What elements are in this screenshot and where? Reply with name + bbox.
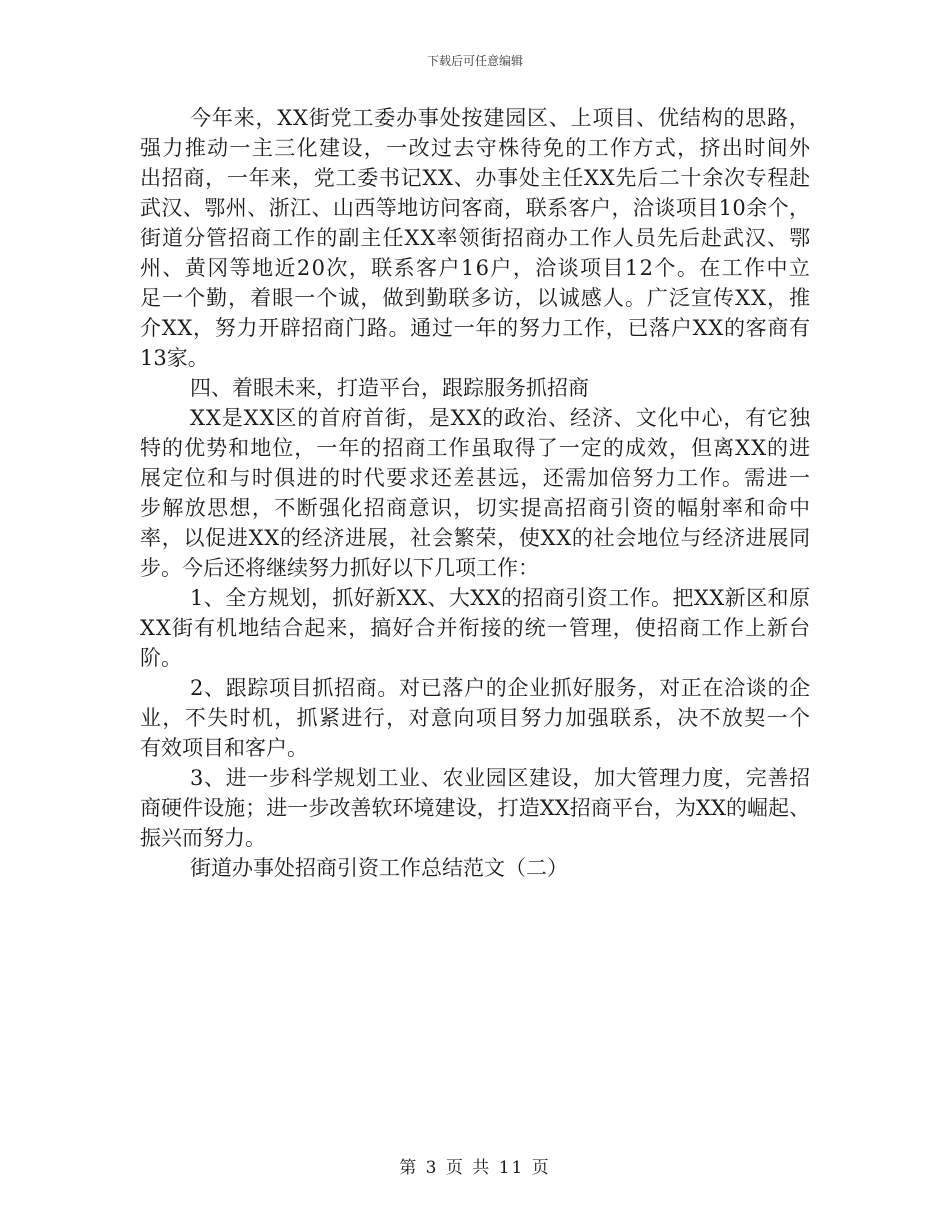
text-line: 业，不失时机，抓紧进行，对意向项目努力加强联系，决不放契一个 xyxy=(140,706,812,730)
text-line: 率，以促进XX的经济进展，社会繁荣，使XX的社会地位与经济进展同 xyxy=(140,526,811,550)
text-line: 足一个勤，着眼一个诚，做到勤联多访，以诚感人。广泛宣传XX，推 xyxy=(140,286,812,310)
text-line: XX是XX区的首府首街，是XX的政治、经济、文化中心，有它独 xyxy=(190,406,811,430)
text-line: 13家。 xyxy=(140,346,209,370)
text-line: 今年来，XX街党工委办事处按建园区、上项目、优结构的思路， xyxy=(190,106,811,130)
text-line: 1、全方规划，抓好新XX、大XX的招商引资工作。把XX新区和原 xyxy=(190,586,811,610)
text-line: XX街有机地结合起来，搞好合并衔接的统一管理，使招商工作上新台 xyxy=(140,616,812,640)
text-line: 出招商，一年来，党工委书记XX、办事处主任XX先后二十余次专程赴 xyxy=(140,166,811,190)
text-line: 阶。 xyxy=(140,646,182,670)
text-line: 强力推动一主三化建设，一改过去守株待免的工作方式，挤出时间外 xyxy=(140,136,812,160)
text-line: 步。今后还将继续努力抓好以下几项工作： xyxy=(140,556,539,580)
text-line: 特的优势和地位，一年的招商工作虽取得了一定的成效，但离XX的进 xyxy=(140,436,812,460)
text-line: 商硬件设施；进一步改善软环境建设，打造XX招商平台，为XX的崛起、 xyxy=(140,796,811,820)
section-heading: 四、着眼未来，打造平台，跟踪服务抓招商 xyxy=(190,376,589,400)
text-line: 武汉、鄂州、浙江、山西等地访问客商，联系客户，洽谈项目10余个， xyxy=(140,196,811,220)
text-line: 街道分管招商工作的副主任XX率领街招商办工作人员先后赴武汉、鄂 xyxy=(140,226,812,250)
text-line: 展定位和与时俱进的时代要求还差甚远，还需加倍努力工作。需进一 xyxy=(140,466,812,490)
text-line: 2、跟踪项目抓招商。对已落户的企业抓好服务，对正在洽谈的企 xyxy=(190,676,811,700)
text-line: 步解放思想，不断强化招商意识，切实提高招商引资的幅射率和命中 xyxy=(140,496,812,520)
text-line: 3、进一步科学规划工业、农业园区建设，加大管理力度，完善招 xyxy=(190,766,811,790)
text-line: 介XX，努力开辟招商门路。通过一年的努力工作，已落户XX的客商有 xyxy=(140,316,811,340)
section-heading: 街道办事处招商引资工作总结范文（二） xyxy=(190,856,568,880)
text-line: 有效项目和客户。 xyxy=(140,736,308,760)
text-line: 州、黄冈等地近20次，联系客户16户，洽谈项目12个。在工作中立 xyxy=(140,256,812,280)
page-footer: 第 3 页 共 11 页 xyxy=(399,1158,551,1178)
text-line: 振兴而努力。 xyxy=(140,826,266,850)
page-header: 下载后可任意编辑 xyxy=(426,54,523,68)
